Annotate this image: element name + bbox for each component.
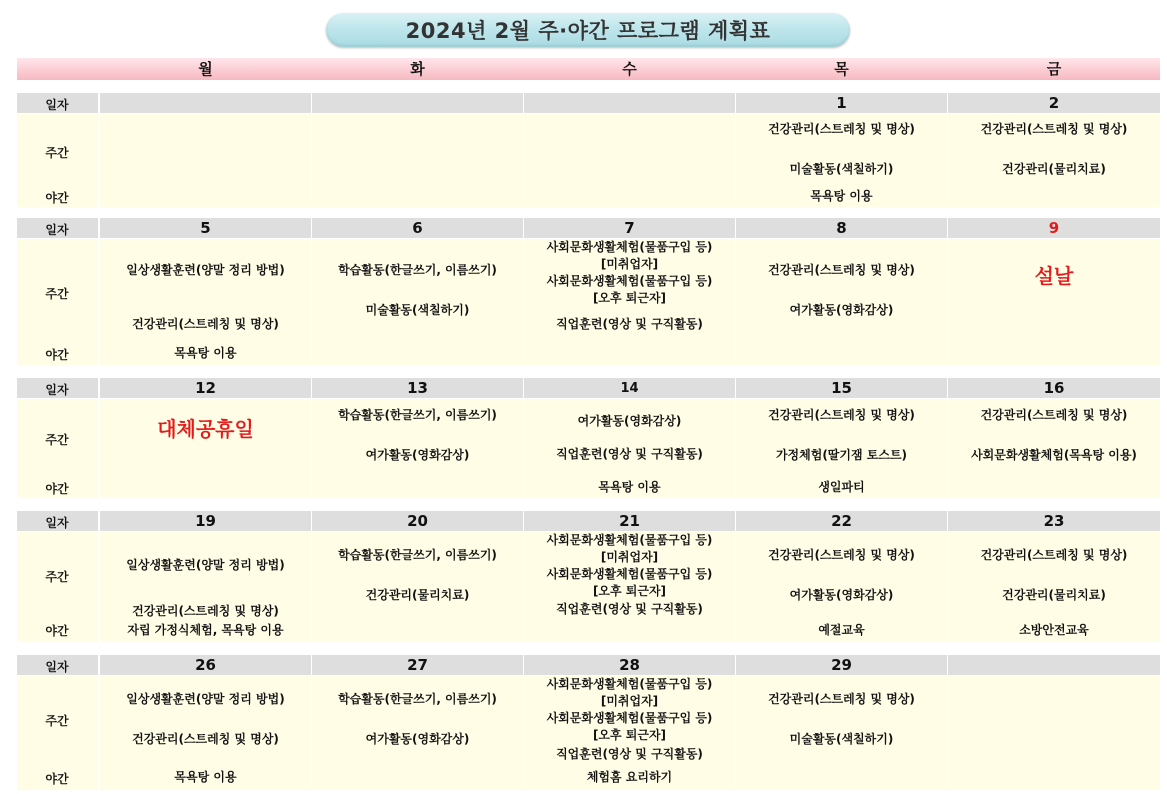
date-cell: 5 bbox=[100, 218, 311, 238]
date-cell bbox=[524, 93, 735, 113]
date-cell: 23 bbox=[948, 511, 1160, 531]
program-cell bbox=[524, 239, 735, 365]
program-text: 일상생활훈련(양말 정리 방법) bbox=[126, 263, 285, 277]
night-program-text: 소방안전교육 bbox=[1019, 623, 1089, 637]
date-cell bbox=[948, 655, 1160, 675]
row-label-date: 일자 bbox=[45, 98, 69, 112]
date-cell: 28 bbox=[524, 655, 735, 675]
row-label-day: 주간 bbox=[45, 146, 69, 160]
program-cell bbox=[312, 676, 523, 790]
program-text: 학습활동(한글쓰기, 이름쓰기) bbox=[338, 263, 497, 277]
row-label-night: 야간 bbox=[45, 772, 69, 786]
date-cell: 12 bbox=[100, 378, 311, 398]
program-text: 건강관리(스트레칭 및 명상) bbox=[132, 604, 279, 618]
program-text: 사회문화생활체험(물품구입 등) bbox=[546, 567, 713, 581]
row-label-day: 주간 bbox=[45, 714, 69, 728]
date-cell bbox=[312, 93, 523, 113]
week-4 bbox=[17, 511, 1160, 642]
program-cell bbox=[524, 114, 735, 207]
program-text: 미술활동(색칠하기) bbox=[789, 732, 894, 746]
program-text: 건강관리(스트레칭 및 명상) bbox=[768, 408, 915, 422]
program-text: 미술활동(색칠하기) bbox=[789, 162, 894, 176]
program-cell bbox=[312, 399, 523, 498]
program-text: 사회문화생활체험(물품구입 등) bbox=[546, 711, 713, 725]
holiday-label: 설날 bbox=[1034, 264, 1074, 288]
program-cell bbox=[100, 399, 311, 498]
night-program-text: 목욕탕 이용 bbox=[174, 346, 237, 360]
program-cell bbox=[948, 532, 1160, 642]
row-label-day: 주간 bbox=[45, 433, 69, 447]
program-text: 건강관리(물리치료) bbox=[365, 588, 470, 602]
row-label-date: 일자 bbox=[45, 223, 69, 237]
program-cell bbox=[524, 532, 735, 642]
night-program-text: 목욕탕 이용 bbox=[598, 480, 661, 494]
weekday-thu: 목 bbox=[834, 60, 849, 78]
weekday-header-row bbox=[17, 58, 1160, 80]
program-cell bbox=[736, 676, 947, 790]
program-text: [미취업자] bbox=[600, 694, 659, 708]
date-cell: 8 bbox=[736, 218, 947, 238]
row-label-day: 주간 bbox=[45, 570, 69, 584]
date-cell-holiday: 9 bbox=[948, 218, 1160, 238]
program-text: [오후 퇴근자] bbox=[592, 291, 667, 305]
row-label-date: 일자 bbox=[45, 383, 69, 397]
weekday-mon: 월 bbox=[198, 60, 213, 78]
night-program-text: 목욕탕 이용 bbox=[810, 189, 873, 203]
program-cell bbox=[948, 239, 1160, 365]
program-text: [오후 퇴근자] bbox=[592, 584, 667, 598]
date-cell: 6 bbox=[312, 218, 523, 238]
program-text: 여가활동(영화감상) bbox=[789, 588, 894, 602]
weekday-tue: 화 bbox=[410, 60, 425, 78]
program-text: 건강관리(스트레칭 및 명상) bbox=[768, 548, 915, 562]
program-cell bbox=[524, 676, 735, 790]
program-cell bbox=[948, 114, 1160, 207]
program-cell bbox=[736, 114, 947, 207]
row-label-night: 야간 bbox=[45, 624, 69, 638]
date-cell: 1 bbox=[736, 93, 947, 113]
week-2 bbox=[17, 218, 1160, 365]
program-text: 건강관리(스트레칭 및 명상) bbox=[980, 408, 1128, 422]
program-text: 사회문화생활체험(물품구입 등) bbox=[546, 533, 713, 547]
row-label-day: 주간 bbox=[45, 287, 69, 301]
program-text: 사회문화생활체험(물품구입 등) bbox=[546, 240, 713, 254]
program-text: 건강관리(물리치료) bbox=[1002, 588, 1106, 602]
program-text: 건강관리(스트레칭 및 명상) bbox=[132, 317, 279, 331]
program-text: 학습활동(한글쓰기, 이름쓰기) bbox=[338, 408, 497, 422]
program-text: 학습활동(한글쓰기, 이름쓰기) bbox=[338, 692, 497, 706]
program-text: 직업훈련(영상 및 구직활동) bbox=[556, 317, 703, 331]
program-text: 건강관리(스트레칭 및 명상) bbox=[980, 122, 1128, 136]
date-cell: 26 bbox=[100, 655, 311, 675]
program-cell bbox=[100, 532, 311, 642]
program-cell bbox=[524, 399, 735, 498]
program-text: 가정체험(딸기잼 토스트) bbox=[775, 448, 908, 462]
program-text: [미취업자] bbox=[600, 257, 659, 271]
program-cell bbox=[736, 532, 947, 642]
week-1 bbox=[17, 93, 1160, 207]
program-cell bbox=[312, 239, 523, 365]
program-cell bbox=[312, 532, 523, 642]
date-cell: 21 bbox=[524, 511, 735, 531]
program-cell bbox=[100, 676, 311, 790]
row-label-date: 일자 bbox=[45, 516, 69, 530]
row-label-night: 야간 bbox=[45, 191, 69, 205]
night-program-text: 자립 가정식체험, 목욕탕 이용 bbox=[127, 623, 284, 637]
week-5 bbox=[17, 655, 1160, 790]
program-text: [오후 퇴근자] bbox=[592, 728, 667, 742]
program-text: 여가활동(영화감상) bbox=[365, 448, 470, 462]
program-cell bbox=[312, 114, 523, 207]
program-cell bbox=[736, 399, 947, 498]
program-text: 건강관리(스트레칭 및 명상) bbox=[768, 263, 915, 277]
page-title: 2024년 2월 주·야간 프로그램 계획표 bbox=[326, 13, 850, 47]
date-cell: 19 bbox=[100, 511, 311, 531]
program-text: [미취업자] bbox=[600, 550, 659, 564]
night-program-text: 예절교육 bbox=[818, 623, 865, 637]
program-text: 건강관리(스트레칭 및 명상) bbox=[132, 732, 279, 746]
program-text: 여가활동(영화감상) bbox=[365, 732, 470, 746]
program-text: 사회문화생활체험(물품구입 등) bbox=[546, 274, 713, 288]
date-cell: 22 bbox=[736, 511, 947, 531]
date-cell: 13 bbox=[312, 378, 523, 398]
program-text: 사회문화생활체험(물품구입 등) bbox=[546, 677, 713, 691]
date-cell: 2 bbox=[948, 93, 1160, 113]
program-text: 여가활동(영화감상) bbox=[789, 303, 894, 317]
date-cell: 20 bbox=[312, 511, 523, 531]
night-program-text: 체험홈 요리하기 bbox=[586, 770, 673, 784]
week-3 bbox=[17, 378, 1160, 498]
row-label-date: 일자 bbox=[45, 660, 69, 674]
date-cell: 27 bbox=[312, 655, 523, 675]
program-text: 사회문화생활체험(목욕탕 이용) bbox=[971, 448, 1137, 462]
date-cell: 16 bbox=[948, 378, 1160, 398]
program-text: 건강관리(물리치료) bbox=[1002, 162, 1106, 176]
program-cell bbox=[100, 114, 311, 207]
holiday-label: 대체공휴일 bbox=[157, 417, 254, 441]
program-cell bbox=[100, 239, 311, 365]
row-label-night: 야간 bbox=[45, 482, 69, 496]
program-cell bbox=[948, 399, 1160, 498]
program-text: 일상생활훈련(양말 정리 방법) bbox=[126, 558, 285, 572]
date-cell: 7 bbox=[524, 218, 735, 238]
program-cell bbox=[736, 239, 947, 365]
program-text: 학습활동(한글쓰기, 이름쓰기) bbox=[338, 548, 497, 562]
program-text: 직업훈련(영상 및 구직활동) bbox=[556, 747, 703, 761]
date-cell: 14 bbox=[524, 378, 735, 398]
weekday-fri: 금 bbox=[1046, 60, 1062, 78]
program-text: 건강관리(스트레칭 및 명상) bbox=[768, 692, 915, 706]
row-label-night: 야간 bbox=[45, 348, 69, 362]
weekday-wed: 수 bbox=[622, 60, 637, 78]
program-text: 여가활동(영화감상) bbox=[577, 414, 682, 428]
date-cell: 29 bbox=[736, 655, 947, 675]
program-cell bbox=[948, 676, 1160, 790]
program-text: 직업훈련(영상 및 구직활동) bbox=[556, 447, 703, 461]
program-text: 건강관리(스트레칭 및 명상) bbox=[980, 548, 1128, 562]
night-program-text: 목욕탕 이용 bbox=[174, 770, 237, 784]
date-cell bbox=[100, 93, 311, 113]
program-text: 일상생활훈련(양말 정리 방법) bbox=[126, 692, 285, 706]
program-text: 건강관리(스트레칭 및 명상) bbox=[768, 122, 915, 136]
date-cell: 15 bbox=[736, 378, 947, 398]
program-text: 미술활동(색칠하기) bbox=[365, 303, 470, 317]
program-text: 직업훈련(영상 및 구직활동) bbox=[556, 602, 703, 616]
night-program-text: 생일파티 bbox=[818, 480, 865, 494]
